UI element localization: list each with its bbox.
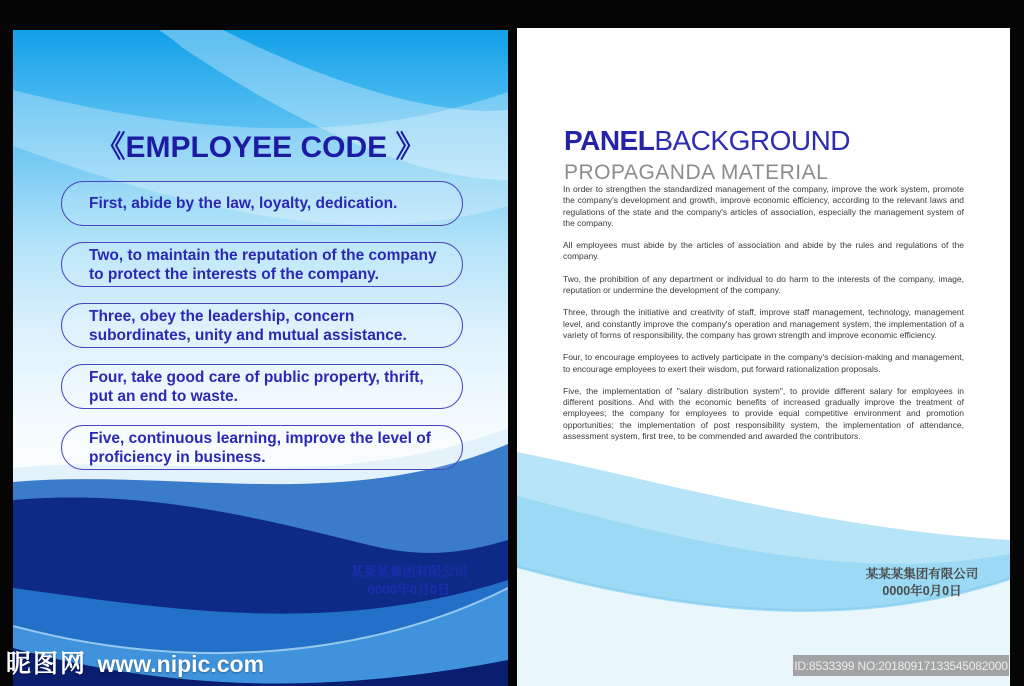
rule-text-5: Five, continuous learning, improve the level of proficiency in business. bbox=[89, 429, 431, 466]
image-id-text: ID:8533399 NO:20180917133545082000 bbox=[794, 658, 1008, 673]
right-company-block bbox=[857, 566, 987, 600]
rule-box-2 bbox=[61, 242, 463, 287]
paragraph-4: Three, through the initiative and creativity of staff, improve staff management, technology, management level, and constantly improve the company's operation and management system, the implementation of a variety of forms of responsibility, the company has grown strength and improve economic efficiency. bbox=[563, 307, 964, 340]
rules-list bbox=[61, 181, 463, 486]
panel-background-page bbox=[517, 28, 1010, 686]
paragraph-3: Two, the prohibition of any department or individual to do harm to the interests of the company, image, reputation or undermine the development of the company. bbox=[563, 273, 964, 296]
right-company-name: 某某某集团有限公司 bbox=[865, 567, 979, 581]
image-id-bar bbox=[793, 655, 1009, 676]
right-title-regular: BACKGROUND bbox=[654, 125, 851, 156]
nipic-url-text: www.nipic.com bbox=[97, 651, 265, 677]
paragraph-5: Four, to encourage employees to actively participate in the company's decision-making and management, to encourage employees to exert their wisdom, put forward rationalization proposals. bbox=[563, 352, 964, 374]
rule-box-1 bbox=[61, 181, 463, 226]
right-company-date: 0000年0月0日 bbox=[882, 584, 962, 598]
nipic-watermark bbox=[6, 644, 264, 680]
right-header bbox=[564, 126, 984, 185]
rule-text-4: Four, take good care of public property, thrift, put an end to waste. bbox=[89, 368, 424, 405]
rule-box-3 bbox=[61, 303, 463, 348]
rule-text-3: Three, obey the leadership, concern subordinates, unity and mutual assistance. bbox=[89, 307, 407, 344]
rule-text-1: First, abide by the law, loyalty, dedication. bbox=[89, 195, 398, 212]
left-company-name: 某某某集团有限公司 bbox=[350, 564, 468, 579]
rule-box-4 bbox=[61, 364, 463, 409]
left-company-block bbox=[329, 563, 489, 599]
rule-box-5 bbox=[61, 425, 463, 470]
employee-code-title: 《EMPLOYEE CODE 》 bbox=[95, 131, 426, 164]
paragraph-6: Five, the implementation of "salary distribution system", to provide different salary for employees in different positions. And with the economic benefits of increased gradually improve the treatment of employees; the company for employees to provide equal competitive environment and promotion opportunities; the implementation of post responsibility system, the implementation of attendance, assessment system, first tree, to be commended and awarded the contributors. bbox=[563, 385, 964, 442]
right-subtitle: PROPAGANDA MATERIAL bbox=[564, 161, 829, 184]
right-body-text bbox=[563, 184, 964, 453]
right-title bbox=[564, 126, 984, 161]
right-title-bold: PANEL bbox=[564, 125, 655, 156]
paragraph-1: In order to strengthen the standardized management of the company, improve the work system, promote the company's development and growth, improve economic efficiency, according to the relevant laws and regulations of the state and the company's articles of association, especially the management system of the company. bbox=[563, 184, 964, 228]
paragraph-2: All employees must abide by the articles of association and abide by the rules and regulations of the company. bbox=[563, 240, 964, 262]
nipic-logo-text: 昵图网 bbox=[6, 650, 88, 678]
left-company-date: 0000年0月0日 bbox=[367, 582, 451, 597]
employee-code-panel bbox=[13, 30, 508, 686]
rule-text-2: Two, to maintain the reputation of the company to protect the interests of the company. bbox=[89, 246, 437, 283]
